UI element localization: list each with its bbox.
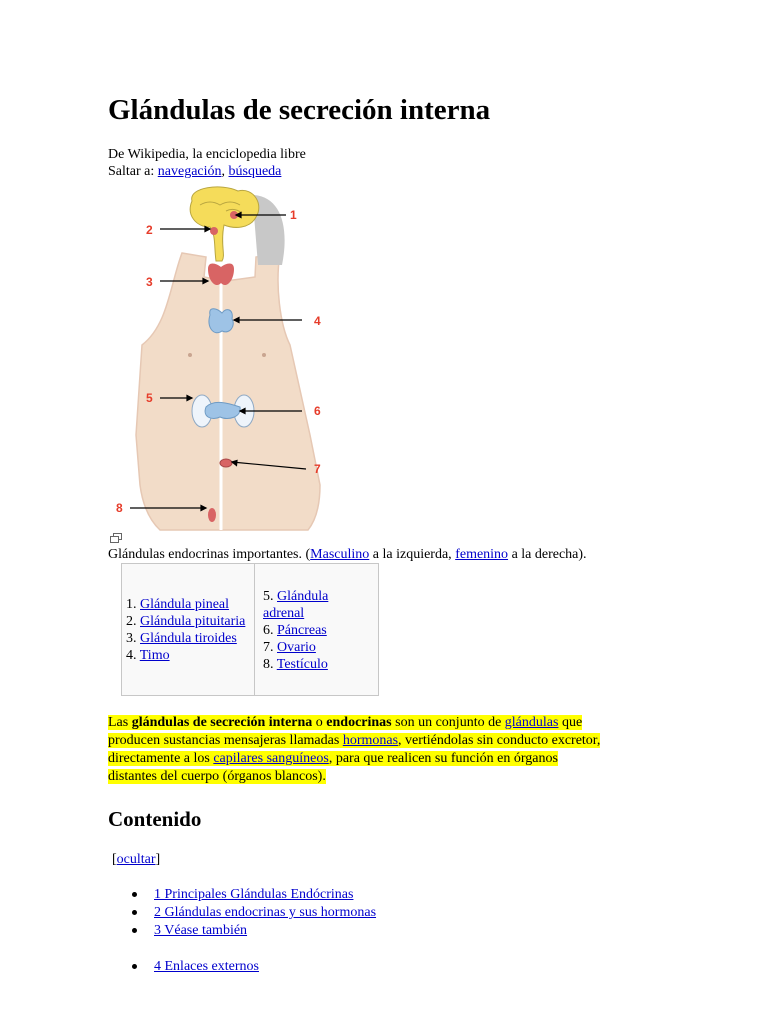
body-silhouette xyxy=(136,195,320,530)
toc-title: Contenido xyxy=(108,807,202,831)
legend-link-pineal[interactable]: Glándula pineal xyxy=(140,597,230,612)
jump-prefix: Saltar a: xyxy=(108,164,158,179)
jump-link-navigation[interactable]: navegación xyxy=(157,164,222,179)
term-internal-secretion: glándulas de secreción interna xyxy=(131,715,313,730)
legend-item: 8. Testículo xyxy=(263,657,328,672)
toc-toggle: [ocultar] xyxy=(112,852,161,867)
enlarge-icon[interactable] xyxy=(110,533,122,543)
legend-column-2 xyxy=(255,564,378,695)
jump-links xyxy=(108,163,306,180)
endocrine-glands-diagram[interactable] xyxy=(116,185,340,530)
toc-item xyxy=(132,904,376,921)
bullet-icon xyxy=(132,910,137,915)
figure-caption: Glándulas endocrinas importantes. (Masculino a la izquierda, femenino a la derecha). xyxy=(108,547,587,562)
bullet-icon xyxy=(132,892,137,897)
legend-item: 4. Timo xyxy=(126,648,170,663)
legend-item: 1. Glándula pineal xyxy=(126,597,230,612)
legend-column-1 xyxy=(122,564,255,695)
marker-1: 1 xyxy=(290,208,297,222)
gland-legend-table xyxy=(121,563,379,696)
toc-item xyxy=(132,922,247,939)
toc-item xyxy=(132,886,353,903)
jump-separator: , xyxy=(221,164,229,179)
legend-link-thymus[interactable]: Timo xyxy=(139,648,170,663)
toc-hide-link[interactable]: ocultar xyxy=(116,852,156,867)
brain xyxy=(190,187,259,261)
link-hormonas[interactable]: hormonas xyxy=(342,733,399,748)
legend-link-thyroid[interactable]: Glándula tiroides xyxy=(140,631,237,646)
toc-link-4[interactable]: 4 Enlaces externos xyxy=(154,959,259,974)
testicle xyxy=(208,508,216,522)
legend-link-testicle[interactable]: Testículo xyxy=(276,657,328,672)
source-line: De Wikipedia, la enciclopedia libre xyxy=(108,147,306,162)
jump-link-search[interactable]: búsqueda xyxy=(228,164,282,179)
ovary xyxy=(220,459,232,467)
caption-link-male[interactable]: Masculino xyxy=(310,547,370,562)
legend-link-adrenal[interactable]: Glándula xyxy=(277,589,329,604)
marker-2: 2 xyxy=(146,223,153,237)
legend-item: 2. Glándula pituitaria xyxy=(126,614,246,629)
toc-item xyxy=(132,958,259,975)
legend-link-ovary[interactable]: Ovario xyxy=(277,640,316,655)
marker-4: 4 xyxy=(314,314,321,328)
marker-3: 3 xyxy=(146,275,153,289)
marker-8: 8 xyxy=(116,501,123,515)
marker-7: 7 xyxy=(314,462,321,476)
caption-link-female[interactable]: femenino xyxy=(455,547,509,562)
page-subtitle xyxy=(108,146,306,180)
pituitary-gland xyxy=(210,227,218,235)
bullet-icon xyxy=(132,928,137,933)
toc-link-3[interactable]: 3 Véase también xyxy=(154,923,248,938)
marker-5: 5 xyxy=(146,391,153,405)
intro-paragraph: Las glándulas de secreción interna o endocrinas son un conjunto de glándulas que producen sustancias mensajeras llamadas hormonas, vertiéndolas sin conducto excretor, directamente a los capilares sanguíneos, para que realicen su función en órganos distantes del cuerpo (órganos blancos). xyxy=(108,715,601,784)
link-capilares[interactable]: capilares sanguíneos xyxy=(213,751,329,766)
thymus xyxy=(209,309,233,333)
legend-link-pituitary[interactable]: Glándula pituitaria xyxy=(140,614,246,629)
legend-item: 7. Ovario xyxy=(263,640,316,655)
toc-link-2[interactable]: 2 Glándulas endocrinas y sus hormonas xyxy=(154,905,377,920)
legend-item: 6. Páncreas xyxy=(263,623,327,638)
legend-item: 3. Glándula tiroides xyxy=(126,631,237,646)
legend-link-adrenal-cont[interactable]: adrenal xyxy=(263,606,305,621)
legend-item: 5. Glándula adrenal xyxy=(263,589,329,621)
toc-link-1[interactable]: 1 Principales Glándulas Endócrinas xyxy=(154,887,354,902)
page-title: Glándulas de secreción interna xyxy=(108,94,491,126)
marker-6: 6 xyxy=(314,404,321,418)
legend-link-pancreas[interactable]: Páncreas xyxy=(277,623,327,638)
link-glandulas[interactable]: glándulas xyxy=(504,715,559,730)
term-endocrine: endocrinas xyxy=(326,715,392,730)
bullet-icon xyxy=(132,964,137,969)
